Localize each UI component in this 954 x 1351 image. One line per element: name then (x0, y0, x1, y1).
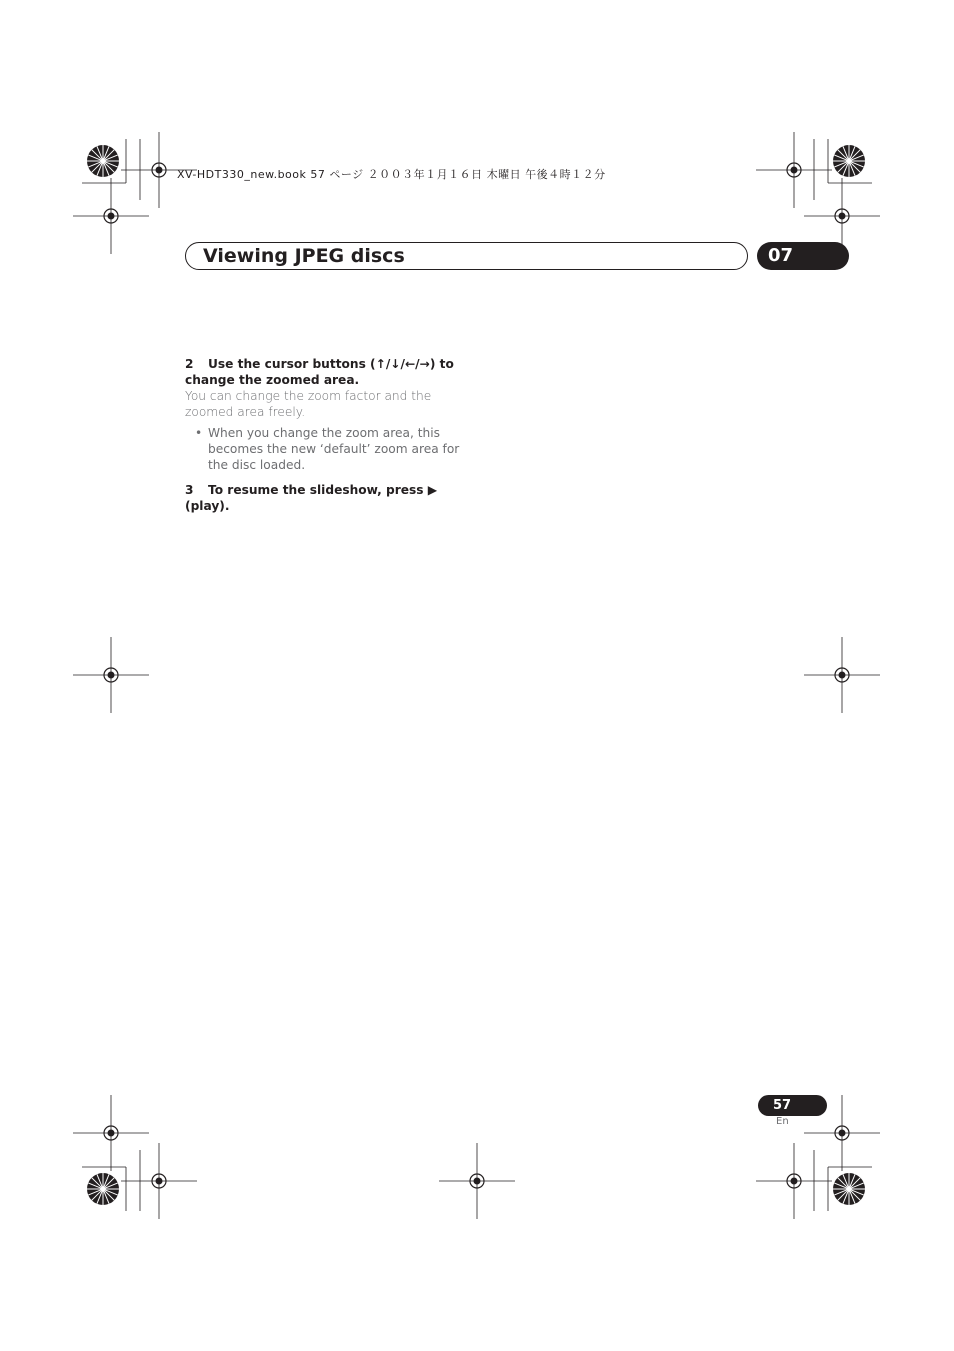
language-label: En (776, 1116, 789, 1127)
step-text: To resume the slideshow, press ▶ (play). (185, 483, 438, 513)
step-text: Use the cursor buttons (↑/↓/←/→) to change the zoomed area. (185, 357, 454, 387)
print-header: XV-HDT330_new.book 57 ページ ２００３年１月１６日 木曜日 午後４時１２分 (177, 168, 606, 181)
list-item (185, 425, 460, 473)
page-number-badge: 57 (758, 1095, 827, 1116)
bullet-icon: • (195, 426, 203, 440)
step-3 (185, 482, 460, 514)
step-2 (185, 356, 460, 388)
step-2-description: You can change the zoom factor and the zoomed area freely. (185, 389, 432, 419)
note-list (185, 425, 460, 473)
instructions-column (185, 356, 460, 514)
bullet-text: When you change the zoom area, this becomes the new ‘default’ zoom area for the disc loaded. (208, 426, 460, 472)
chapter-number-badge: 07 (757, 242, 849, 270)
chapter-title: Viewing JPEG discs (203, 245, 405, 267)
step-number: 3 (185, 483, 194, 497)
step-number: 2 (185, 357, 194, 371)
